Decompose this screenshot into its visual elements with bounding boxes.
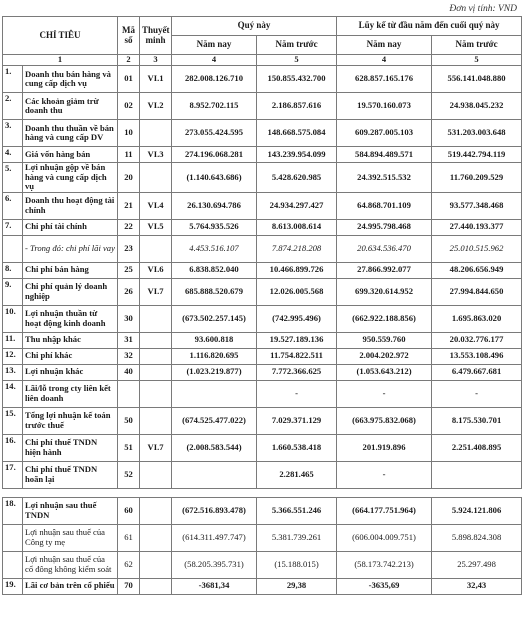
row-label: Lợi nhuận gộp về bán hàng và cung cấp dịch vụ [23, 163, 118, 193]
row-code: 60 [118, 497, 140, 524]
row-ytd-current: 64.868.701.109 [337, 192, 432, 219]
row-ytd-current: (664.177.751.964) [337, 497, 432, 524]
row-label: Doanh thu hoạt động tài chính [23, 192, 118, 219]
table-row [3, 434, 522, 461]
row-ytd-previous: 5.924.121.806 [432, 497, 522, 524]
row-quarter-current: 4.453.516.107 [172, 235, 257, 262]
index-cell: 5 [432, 55, 522, 66]
row-ytd-previous: 25.297.498 [432, 551, 522, 578]
row-ytd-previous: 6.479.667.681 [432, 364, 522, 380]
row-code [118, 380, 140, 407]
row-label: Chi phí bán hàng [23, 262, 118, 278]
table-row [3, 348, 522, 364]
row-ytd-previous: 93.577.348.468 [432, 192, 522, 219]
row-quarter-current: (1.140.643.686) [172, 163, 257, 193]
row-label: Lợi nhuận thuần từ hoạt động kinh doanh [23, 305, 118, 332]
row-quarter-previous: 12.026.005.568 [257, 278, 337, 305]
table-row [3, 278, 522, 305]
index-cell: 1 [3, 55, 118, 66]
row-label: Chi phí khác [23, 348, 118, 364]
row-number: 15. [3, 407, 23, 434]
header-luy-ke: Lũy kế từ đầu năm đến cuối quý này [337, 17, 522, 36]
table-row [3, 578, 522, 594]
row-label: Chi phí thuế TNDN hoãn lại [23, 461, 118, 488]
row-code: 26 [118, 278, 140, 305]
table-row [3, 219, 522, 235]
row-quarter-current: (673.502.257.145) [172, 305, 257, 332]
row-quarter-previous: 5.428.620.985 [257, 163, 337, 193]
row-number: 6. [3, 192, 23, 219]
index-cell: 5 [257, 55, 337, 66]
row-code: 62 [118, 551, 140, 578]
row-ytd-previous: 24.938.045.232 [432, 93, 522, 120]
row-code: 61 [118, 524, 140, 551]
table-row [3, 192, 522, 219]
row-ytd-current: - [337, 380, 432, 407]
row-number [3, 551, 23, 578]
header-ma-so: Mã số [118, 17, 140, 55]
table-row [3, 305, 522, 332]
row-quarter-previous: - [257, 380, 337, 407]
table-row [3, 262, 522, 278]
row-note [140, 348, 172, 364]
row-ytd-current: -3635,69 [337, 578, 432, 594]
row-quarter-current: 273.055.424.595 [172, 120, 257, 147]
row-quarter-previous: 148.668.575.084 [257, 120, 337, 147]
row-code: 70 [118, 578, 140, 594]
row-quarter-previous: 143.239.954.099 [257, 147, 337, 163]
unit-label: Đơn vị tính: VND [449, 4, 517, 14]
row-number: 17. [3, 461, 23, 488]
row-quarter-previous: 10.466.899.726 [257, 262, 337, 278]
table-row [3, 93, 522, 120]
table-row [3, 407, 522, 434]
row-quarter-previous: 7.772.366.625 [257, 364, 337, 380]
row-label: - Trong đó: chi phí lãi vay [23, 235, 118, 262]
row-note [140, 332, 172, 348]
table-row [3, 120, 522, 147]
row-ytd-current: 609.287.005.103 [337, 120, 432, 147]
row-ytd-current: - [337, 461, 432, 488]
row-quarter-previous: 7.874.218.208 [257, 235, 337, 262]
row-quarter-previous: 7.029.371.129 [257, 407, 337, 434]
table-row [3, 163, 522, 193]
row-note [140, 235, 172, 262]
table-row [3, 147, 522, 163]
row-ytd-previous: 5.898.824.308 [432, 524, 522, 551]
row-label: Lãi cơ bản trên cổ phiếu [23, 578, 118, 594]
row-quarter-current: (672.516.893.478) [172, 497, 257, 524]
row-code: 50 [118, 407, 140, 434]
row-label: Thu nhập khác [23, 332, 118, 348]
row-code: 40 [118, 364, 140, 380]
header-chi-tieu: CHỈ TIÊU [3, 17, 118, 55]
row-quarter-previous: 150.855.432.700 [257, 66, 337, 93]
row-number: 7. [3, 219, 23, 235]
row-code: 30 [118, 305, 140, 332]
row-note [140, 407, 172, 434]
row-note [140, 578, 172, 594]
table-row [3, 551, 522, 578]
index-cell: 3 [140, 55, 172, 66]
table-row [3, 364, 522, 380]
index-cell: 4 [337, 55, 432, 66]
row-code: 22 [118, 219, 140, 235]
spacer [3, 488, 522, 497]
row-label: Chi phí tài chính [23, 219, 118, 235]
row-label: Các khoản giảm trừ doanh thu [23, 93, 118, 120]
table-row [3, 235, 522, 262]
row-quarter-previous: (15.188.015) [257, 551, 337, 578]
row-ytd-current: 950.559.760 [337, 332, 432, 348]
row-label: Chi phí thuế TNDN hiện hành [23, 434, 118, 461]
row-ytd-previous: 2.251.408.895 [432, 434, 522, 461]
row-ytd-current: 2.004.202.972 [337, 348, 432, 364]
row-code: 02 [118, 93, 140, 120]
row-quarter-current: (1.023.219.877) [172, 364, 257, 380]
row-quarter-current: (2.008.583.544) [172, 434, 257, 461]
row-ytd-previous: 20.032.776.177 [432, 332, 522, 348]
row-quarter-previous: 11.754.822.511 [257, 348, 337, 364]
header-quy-nay: Quý này [172, 17, 337, 36]
row-quarter-previous: 5.381.739.261 [257, 524, 337, 551]
income-statement-table [2, 16, 522, 595]
row-quarter-current: -3681,34 [172, 578, 257, 594]
header-q-nam-nay: Năm nay [172, 36, 257, 55]
row-note [140, 380, 172, 407]
row-note [140, 120, 172, 147]
table-row [3, 524, 522, 551]
row-code: 10 [118, 120, 140, 147]
header-q-nam-truoc: Năm trước [257, 36, 337, 55]
row-ytd-current: 201.919.896 [337, 434, 432, 461]
row-ytd-current: 628.857.165.176 [337, 66, 432, 93]
row-label: Tổng lợi nhuận kế toán trước thuế [23, 407, 118, 434]
row-quarter-current: (58.205.395.731) [172, 551, 257, 578]
row-note [140, 497, 172, 524]
table-body-bottom [3, 497, 522, 594]
row-ytd-previous: 519.442.794.119 [432, 147, 522, 163]
row-ytd-previous: 11.760.209.529 [432, 163, 522, 193]
row-quarter-current [172, 461, 257, 488]
table-body-top [3, 66, 522, 489]
row-ytd-current: 24.995.798.468 [337, 219, 432, 235]
row-note: VI.2 [140, 93, 172, 120]
row-ytd-current: (662.922.188.856) [337, 305, 432, 332]
row-number: 9. [3, 278, 23, 305]
row-quarter-current [172, 380, 257, 407]
row-ytd-previous: 556.141.048.880 [432, 66, 522, 93]
table-row [3, 332, 522, 348]
row-number: 16. [3, 434, 23, 461]
row-quarter-current: 274.196.068.281 [172, 147, 257, 163]
row-ytd-previous: 27.994.844.650 [432, 278, 522, 305]
row-number: 2. [3, 93, 23, 120]
row-number: 19. [3, 578, 23, 594]
row-note: VI.7 [140, 278, 172, 305]
row-number: 8. [3, 262, 23, 278]
row-quarter-previous: 2.186.857.616 [257, 93, 337, 120]
row-quarter-previous: 8.613.008.614 [257, 219, 337, 235]
row-ytd-previous: 8.175.530.701 [432, 407, 522, 434]
row-quarter-previous: 19.527.189.136 [257, 332, 337, 348]
row-quarter-current: (674.525.477.022) [172, 407, 257, 434]
row-code: 51 [118, 434, 140, 461]
row-quarter-previous: 2.281.465 [257, 461, 337, 488]
row-code: 11 [118, 147, 140, 163]
row-number: 12. [3, 348, 23, 364]
row-number: 5. [3, 163, 23, 193]
row-quarter-current: 93.600.818 [172, 332, 257, 348]
row-note [140, 551, 172, 578]
row-ytd-previous: 1.695.863.020 [432, 305, 522, 332]
row-label: Lãi/lỗ trong cty liên kết liên doanh [23, 380, 118, 407]
row-number: 10. [3, 305, 23, 332]
table-row [3, 66, 522, 93]
row-label: Chi phí quản lý doanh nghiệp [23, 278, 118, 305]
row-quarter-previous: 29,38 [257, 578, 337, 594]
table-row [3, 497, 522, 524]
row-code: 20 [118, 163, 140, 193]
row-code: 01 [118, 66, 140, 93]
row-label: Doanh thu bán hàng và cung cấp dịch vụ [23, 66, 118, 93]
row-ytd-current: (663.975.832.068) [337, 407, 432, 434]
row-ytd-current: 19.570.160.073 [337, 93, 432, 120]
row-quarter-current: (614.311.497.747) [172, 524, 257, 551]
row-note [140, 305, 172, 332]
row-note: VI.5 [140, 219, 172, 235]
row-number: 4. [3, 147, 23, 163]
row-number [3, 524, 23, 551]
row-quarter-current: 6.838.852.040 [172, 262, 257, 278]
row-note [140, 163, 172, 193]
row-ytd-previous: - [432, 380, 522, 407]
header-ytd-nam-truoc: Năm trước [432, 36, 522, 55]
row-note: VI.4 [140, 192, 172, 219]
row-quarter-previous: 24.934.297.427 [257, 192, 337, 219]
row-note: VI.3 [140, 147, 172, 163]
row-code: 52 [118, 461, 140, 488]
row-quarter-current: 282.008.126.710 [172, 66, 257, 93]
row-label: Lợi nhuận sau thuế TNDN [23, 497, 118, 524]
row-number: 3. [3, 120, 23, 147]
row-ytd-previous: 27.440.193.377 [432, 219, 522, 235]
row-number: 11. [3, 332, 23, 348]
row-note [140, 524, 172, 551]
row-quarter-current: 1.116.820.695 [172, 348, 257, 364]
row-label: Giá vốn hàng bán [23, 147, 118, 163]
row-ytd-current: 20.634.536.470 [337, 235, 432, 262]
row-label: Doanh thu thuần về bán hàng và cung cấp DV [23, 120, 118, 147]
row-ytd-current: (606.004.009.751) [337, 524, 432, 551]
row-ytd-current: (1.053.643.212) [337, 364, 432, 380]
header-ytd-nam-nay: Năm nay [337, 36, 432, 55]
row-quarter-current: 8.952.702.115 [172, 93, 257, 120]
row-ytd-current: (58.173.742.213) [337, 551, 432, 578]
row-code: 31 [118, 332, 140, 348]
row-quarter-current: 5.764.935.526 [172, 219, 257, 235]
row-note: VI.7 [140, 434, 172, 461]
row-number: 18. [3, 497, 23, 524]
row-number: 13. [3, 364, 23, 380]
row-quarter-previous: 1.660.538.418 [257, 434, 337, 461]
row-label: Lợi nhuận sau thuế của Công ty mẹ [23, 524, 118, 551]
row-quarter-current: 26.130.694.786 [172, 192, 257, 219]
table-row [3, 461, 522, 488]
row-note: VI.1 [140, 66, 172, 93]
row-ytd-previous: 25.010.515.962 [432, 235, 522, 262]
row-quarter-current: 685.888.520.679 [172, 278, 257, 305]
header-thuyet-minh: Thuyết minh [140, 17, 172, 55]
row-ytd-previous: 32,43 [432, 578, 522, 594]
row-code: 25 [118, 262, 140, 278]
row-code: 23 [118, 235, 140, 262]
row-quarter-previous: (742.995.496) [257, 305, 337, 332]
row-ytd-current: 699.320.614.952 [337, 278, 432, 305]
table-gap [3, 488, 522, 497]
row-ytd-current: 584.894.489.571 [337, 147, 432, 163]
row-quarter-previous: 5.366.551.246 [257, 497, 337, 524]
row-number: 1. [3, 66, 23, 93]
row-label: Lợi nhuận khác [23, 364, 118, 380]
row-number [3, 235, 23, 262]
row-code: 21 [118, 192, 140, 219]
row-note [140, 461, 172, 488]
index-cell: 2 [118, 55, 140, 66]
row-ytd-current: 24.392.515.532 [337, 163, 432, 193]
row-code: 32 [118, 348, 140, 364]
row-number: 14. [3, 380, 23, 407]
row-ytd-previous: 48.206.656.949 [432, 262, 522, 278]
row-note [140, 364, 172, 380]
table-row [3, 380, 522, 407]
index-cell: 4 [172, 55, 257, 66]
row-label: Lợi nhuận sau thuế của cổ đông không kiểm soát [23, 551, 118, 578]
row-ytd-previous: 531.203.003.648 [432, 120, 522, 147]
row-ytd-previous [432, 461, 522, 488]
row-ytd-previous: 13.553.108.496 [432, 348, 522, 364]
row-ytd-current: 27.866.992.077 [337, 262, 432, 278]
row-note: VI.6 [140, 262, 172, 278]
